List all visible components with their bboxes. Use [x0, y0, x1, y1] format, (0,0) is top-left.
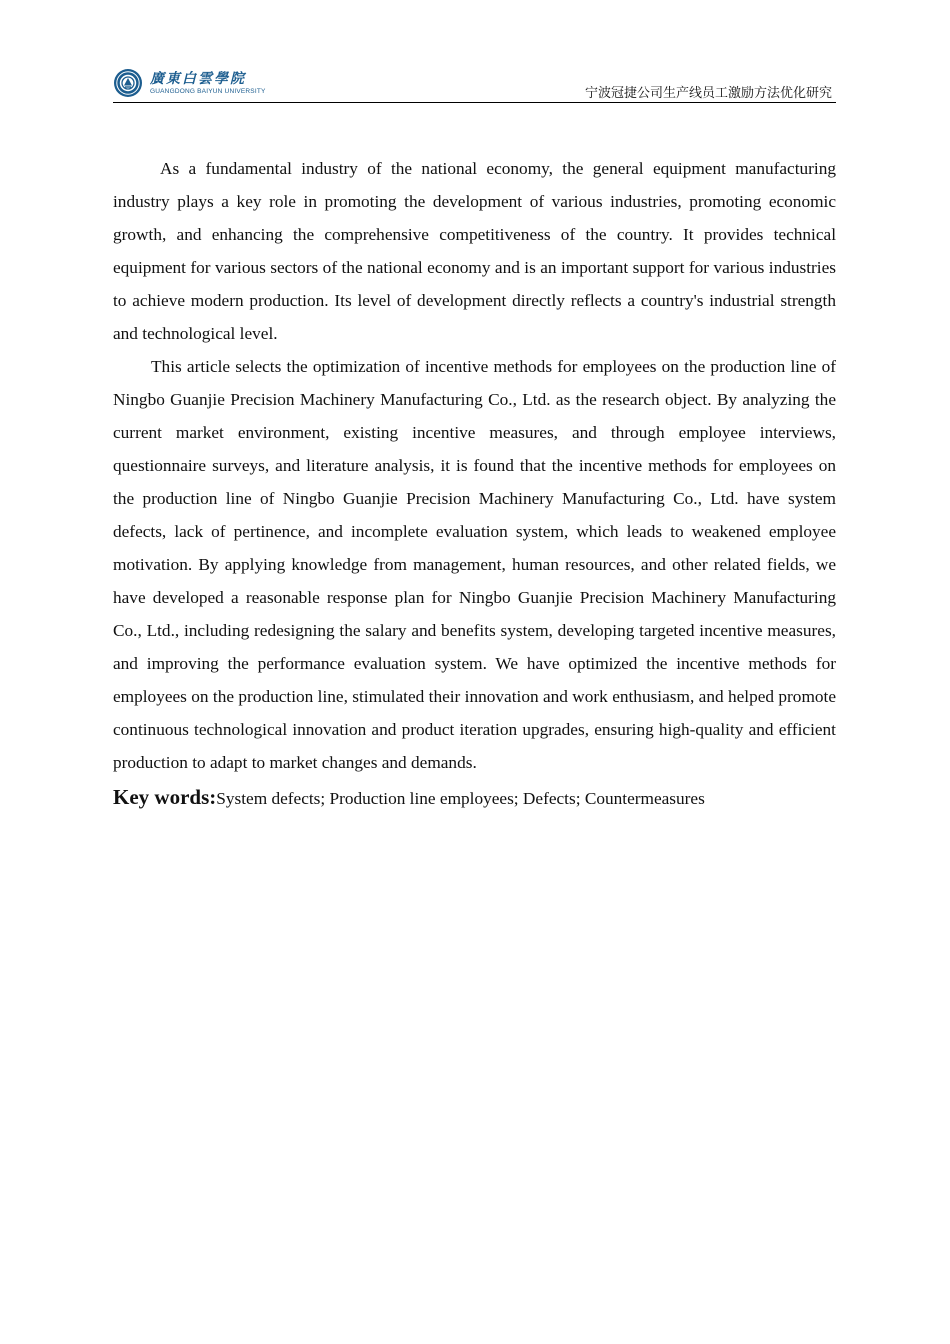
- abstract-body: [113, 152, 836, 815]
- university-logo: [113, 68, 266, 98]
- university-seal-icon: [113, 68, 143, 98]
- running-title: 宁波冠捷公司生产线员工激励方法优化研究: [584, 86, 832, 101]
- keywords-list: System defects; Production line employees; Defects; Countermeasures: [216, 789, 705, 808]
- keywords-line: [113, 781, 836, 815]
- keywords-label: Key words:: [113, 785, 217, 809]
- abstract-paragraph-2: This article selects the optimization of incentive methods for employees on the production line of Ningbo Guanjie Precision Machinery Manufacturing Co., Ltd. as the research object. By analyzing the current market environment, existing incentive measures, and through employee interviews, questionnaire surveys, and literature analysis, it is found that the incentive methods for employees on the production line of Ningbo Guanjie Precision Machinery Manufacturing Co., Ltd. have system defects, lack of pertinence, and incomplete evaluation system, which leads to weakened employee motivation. By applying knowledge from management, human resources, and other related fields, we have developed a reasonable response plan for Ningbo Guanjie Precision Machinery Manufacturing Co., Ltd., including redesigning the salary and benefits system, developing targeted incentive measures, and improving the performance evaluation system. We have optimized the incentive methods for employees on the production line, stimulated their innovation and work enthusiasm, and helped promote continuous technological innovation and product iteration upgrades, ensuring high-quality and efficient production to adapt to market changes and demands.: [113, 357, 836, 772]
- logo-chinese-name: 廣東白雲學院: [150, 70, 246, 87]
- abstract-paragraph-1: As a fundamental industry of the national economy, the general equipment manufacturing industry plays a key role in promoting the development of various industries, promoting economic growth, and enhancing the comprehensive competitiveness of the country. It provides technical equipment for various sectors of the national economy and is an important support for various industries to achieve modern production. Its level of development directly reflects a country's industrial strength and technological level.: [113, 159, 836, 343]
- logo-english-name: GUANGDONG BAIYUN UNIVERSITY: [150, 87, 266, 95]
- page-header: [113, 64, 836, 103]
